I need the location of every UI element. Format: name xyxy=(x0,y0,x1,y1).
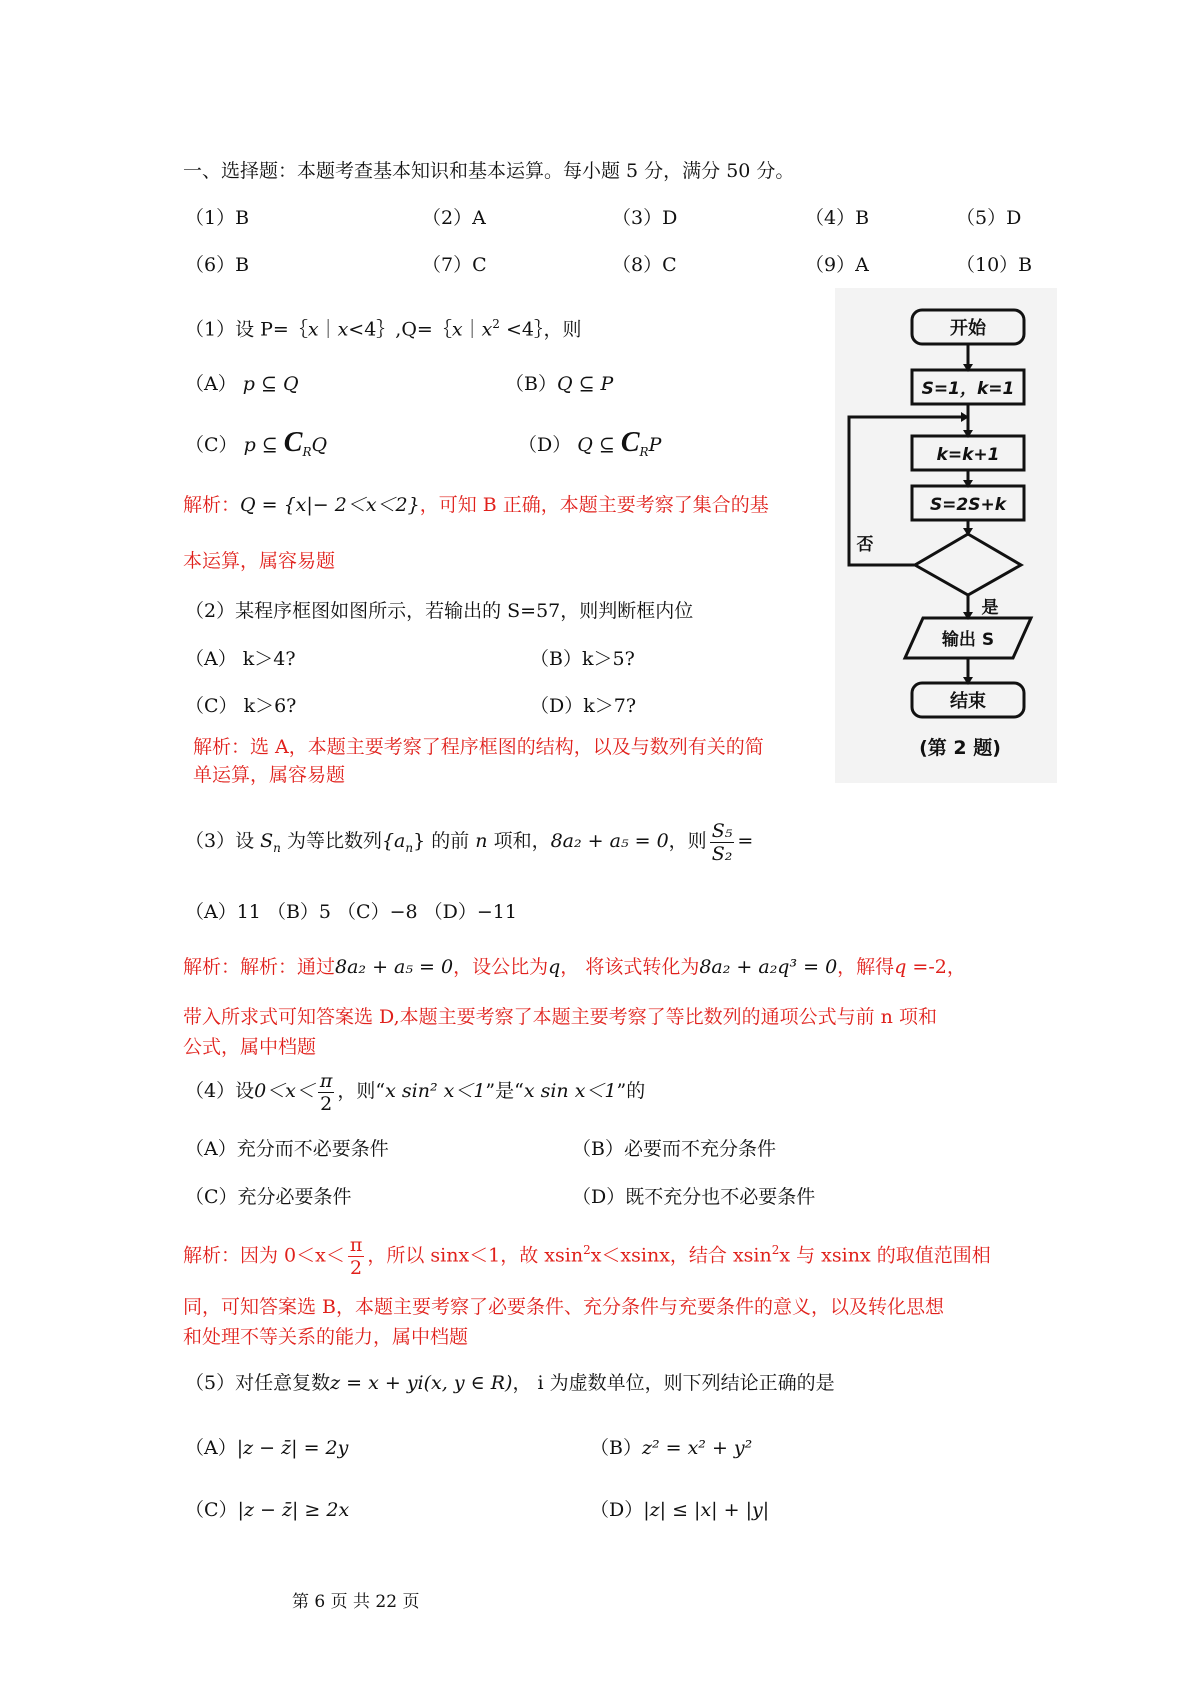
q2-option-d: （D）k＞7? xyxy=(530,695,637,717)
answer-2: （2）A xyxy=(422,207,486,229)
q2-option-c: （C） k＞6? xyxy=(185,695,297,717)
answer-6: （6）B xyxy=(185,254,250,276)
q1-option-a: （A） p ⊆ Q xyxy=(185,373,299,395)
q4-solution: 解析：因为 0＜x＜ $\frac{\pi}{2}$ ，所以 sinx＜1，故 xsin$^2$x＜xsinx，结合 xsin$^2$x 与 xsinx 的取值范围相 xyxy=(183,1233,991,1279)
q5-option-a: （A）|z − z̄| = 2y xyxy=(185,1437,349,1459)
q1-option-b: （B）Q ⊆ P xyxy=(505,373,614,395)
answer-10: （10）B xyxy=(956,254,1033,276)
q2-option-b: （B）k＞5? xyxy=(530,648,635,670)
q2-solution: 解析：选 A，本题主要考察了程序框图的结构，以及与数列有关的简 xyxy=(193,736,764,758)
q4-solution-end: 和处理不等关系的能力，属中档题 xyxy=(183,1326,469,1348)
q3-solution-end: 公式，属中档题 xyxy=(183,1036,317,1058)
q2-stem: （2）某程序框图如图所示，若输出的 S=57，则判断框内位 xyxy=(185,600,694,622)
q4-solution-cont: 同，可知答案选 B，本题主要考察了必要条件、充分条件与充要条件的意义，以及转化思想 xyxy=(183,1296,945,1318)
flow-end-label: 结束 xyxy=(950,691,986,712)
q4-option-a: （A）充分而不必要条件 xyxy=(185,1138,389,1160)
q3-options: （A）11 （B）5 （C）−8 （D）−11 xyxy=(185,901,517,923)
flow-init-label: S=1，k=1 xyxy=(921,379,1015,399)
q1-stem: （1）设 $P=\{x|x<4\},Q=\{x|x^2$ <4｝，则 xyxy=(185,317,582,341)
flow-start-label: 开始 xyxy=(950,318,986,339)
flow-decision-diamond xyxy=(915,534,1021,595)
answer-5: （5）D xyxy=(956,207,1022,229)
q1-solution: 解析：Q = {x|− 2＜x＜2}，可知 B 正确，本题主要考察了集合的基 xyxy=(183,494,769,516)
flow-step2-label: S=2S+k xyxy=(929,495,1007,515)
answer-9: （9）A xyxy=(805,254,869,276)
flow-step1-label: k=k+1 xyxy=(936,445,1000,465)
answer-7: （7）C xyxy=(422,254,487,276)
flowchart-figure xyxy=(835,288,1057,783)
q3-solution-cont: 带入所求式可知答案选 D,本题主要考察了本题主要考察了等比数列的通项公式与前 n 项和 xyxy=(183,1006,937,1028)
q5-option-b: （B）z² = x² + y² xyxy=(590,1437,753,1459)
q1-option-c: （C） p ⊆ $C_RQ$ xyxy=(185,427,328,459)
q5-option-d: （D）|z| ≤ |x| + |y| xyxy=(590,1499,770,1521)
q1-option-d: （D） Q ⊆ $C_RP$ xyxy=(518,427,662,459)
flow-caption: (第 2 题) xyxy=(919,737,1001,759)
page-footer: 第 6 页 共 22 页 xyxy=(292,1592,420,1612)
q4-option-d: （D）既不充分也不必要条件 xyxy=(572,1186,816,1208)
section-title: 一、选择题：本题考查基本知识和基本运算。每小题 5 分，满分 50 分。 xyxy=(183,160,795,182)
q3-solution: 解析：解析：通过8a₂ + a₅ = 0，设公比为q， 将该式转化为8a₂ + a₂q³ = 0，解得q =-2， xyxy=(183,956,966,978)
q5-option-c: （C）|z − z̄| ≥ 2x xyxy=(185,1499,350,1521)
flow-yes-label: 是 xyxy=(981,598,999,618)
q2-solution-cont: 单运算，属容易题 xyxy=(193,764,346,786)
answer-4: （4）B xyxy=(805,207,870,229)
q1-solution-cont: 本运算，属容易题 xyxy=(183,550,336,572)
q4-option-b: （B）必要而不充分条件 xyxy=(572,1138,776,1160)
answer-3: （3）D xyxy=(612,207,678,229)
answer-8: （8）C xyxy=(612,254,677,276)
q4-option-c: （C）充分必要条件 xyxy=(185,1186,352,1208)
flow-no-label: 否 xyxy=(856,535,874,555)
answer-1: （1）B xyxy=(185,207,250,229)
q3-stem: （3）设 $S_n$ 为等比数列$\{a_n\}$ 的前 n 项和，8a₂ + a₅ = 0，则 $\frac{\text{S₅}}{\text{S₂}}$ = xyxy=(185,819,754,865)
q5-stem: （5）对任意复数z = x + yi(x, y ∈ R)， i 为虚数单位，则下列结论正确的是 xyxy=(185,1372,835,1394)
q2-option-a: （A） k＞4? xyxy=(185,648,296,670)
q4-stem: （4）设0＜x＜ $\frac{\pi}{2}$ ，则“x sin² x＜1”是“x sin x＜1”的 xyxy=(185,1069,646,1115)
flow-output-label: 输出 S xyxy=(941,630,995,650)
